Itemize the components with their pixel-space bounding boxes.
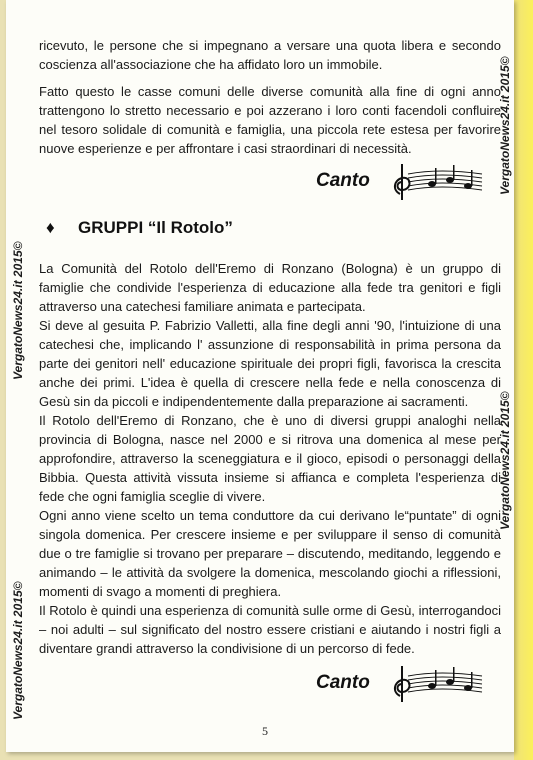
section-paragraph-2: Si deve al gesuita P. Fabrizio Valletti, alla fine degli anni '90, l'intuizione di una catechesi che, implicando l' assunzione di responsabilità in prima persona da parte dei genitori nell' educazione spirituale dei propri figli, favorisca la crescita anche dei primi. L'idea è quella di crescere nella fede e nella conoscenza di Gesù sin da piccoli e indipendentemente dalla preparazione ai sacramenti. xyxy=(39,318,501,409)
section-paragraph-3: Il Rotolo dell'Eremo di Ronzano, che è uno di diversi gruppi analoghi nella provincia di Bologna, nasce nel 2000 e si ritrova una domenica al mese per approfondire, attraverso la sceneggiatura e il gioco, episodi o personaggi della Bibbia. Questa attività vissuta insieme si affianca e completa l'esperienza di fede che ogni famiglia sceglie di vivere. xyxy=(39,413,501,504)
canto-label-1: Canto xyxy=(316,170,370,191)
section-heading xyxy=(46,218,233,238)
document-page xyxy=(6,0,514,752)
watermark-left-bottom: VergatoNews24.it 2015© xyxy=(11,581,25,720)
section-paragraph-4: Ogni anno viene scelto un tema conduttore da cui derivano le“puntate” di ogni singola domenica. Per crescere insieme e per sviluppare il senso di comunità due o tre famiglie si trovano per preparare – discutendo, meditando, leggendo e animando – le attività da svolgere la domenica, mescolando giochi a riflessioni, momenti di svago a momenti di preghiera. xyxy=(39,508,501,599)
section-heading-text: GRUPPI “Il Rotolo” xyxy=(78,218,233,237)
music-notes-icon xyxy=(390,160,486,204)
canto-label-2: Canto xyxy=(316,672,370,693)
page-number: 5 xyxy=(262,724,268,738)
intro-paragraph-1: ricevuto, le persone che si impegnano a versare una quota libera e secondo coscienza all'associazione che ha affidato loro un immobile. xyxy=(39,38,501,72)
watermark-right-top: VergatoNews24.it 2015© xyxy=(498,56,512,195)
yellow-background-edge xyxy=(514,0,533,760)
intro-paragraph-2: Fatto questo le casse comuni delle diverse comunità alla fine di ogni anno trattengono lo stretto necessario e poi azzerano i loro conti facendoli confluire nel tesoro solidale di comunità e famiglia, una piccola rete estesa per favorire nuove esperienze e per affrontare i casi straordinari di necessità. xyxy=(39,84,501,156)
diamond-bullet-icon: ♦ xyxy=(46,218,55,237)
watermark-left-top: VergatoNews24.it 2015© xyxy=(11,241,25,380)
section-paragraph-5: Il Rotolo è quindi una esperienza di comunità sulle orme di Gesù, interrogandoci – noi adulti – sul significato del nostro essere cristiani e aiutando i nostri figli a diventare grandi attraverso la condivisione di un percorso di fede. xyxy=(39,603,501,656)
music-notes-icon xyxy=(390,662,486,706)
section-paragraph-1: La Comunità del Rotolo dell'Eremo di Ronzano (Bologna) è un gruppo di famiglie che condivide l'esperienza di educazione alla fede tra genitori e figli attraverso una catechesi familiare animata e partecipata. xyxy=(39,261,501,314)
watermark-right-bottom: VergatoNews24.it 2015© xyxy=(498,391,512,530)
